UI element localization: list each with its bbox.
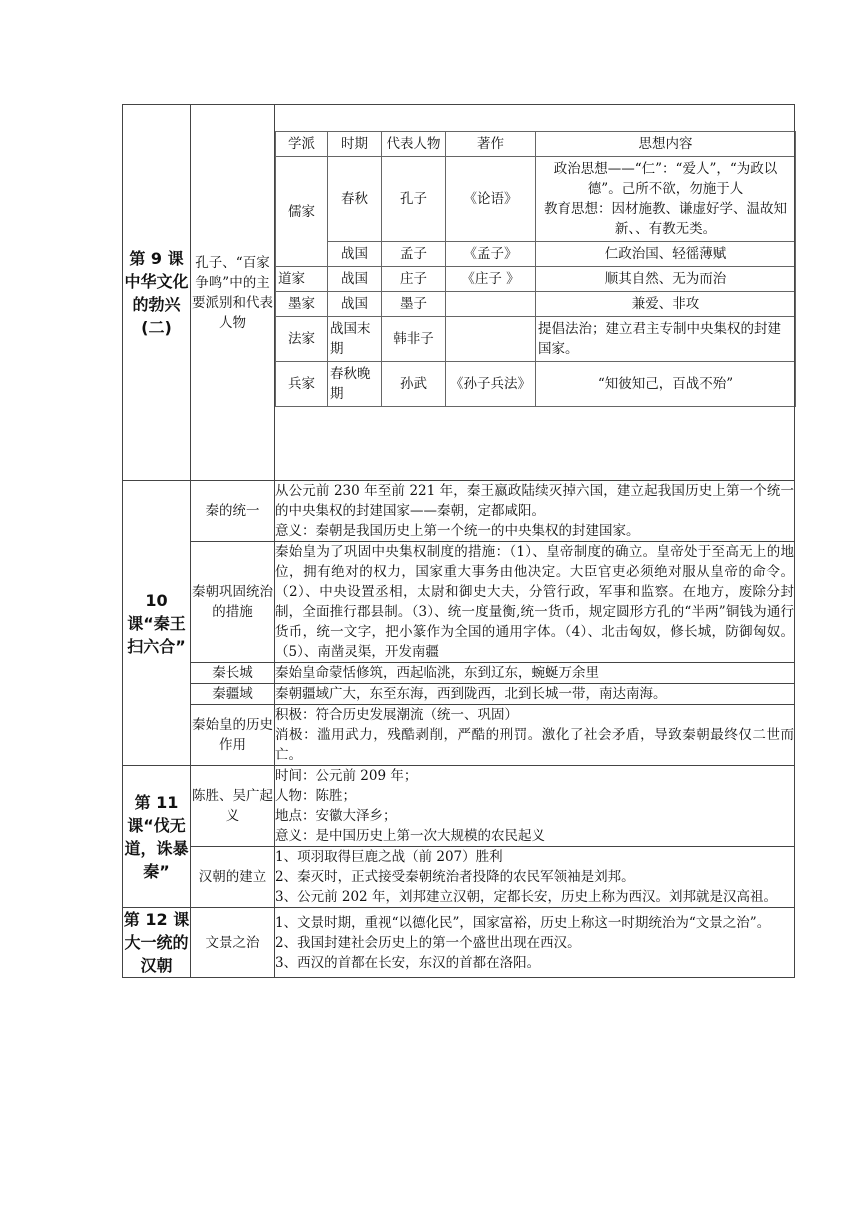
header-school: 学派 xyxy=(276,132,328,157)
schools-table xyxy=(275,131,796,407)
mohist-row xyxy=(276,292,796,317)
confucius-name: 孔子 xyxy=(382,157,446,242)
confucius-work: 《论语》 xyxy=(446,157,536,242)
mencius-ideas: 仁政治国、轻徭薄赋 xyxy=(536,242,796,267)
uprising-topic: 陈胜、吴广起义 xyxy=(191,766,275,847)
mohist-name: 墨子 xyxy=(382,292,446,317)
qin-unification-content xyxy=(275,481,795,542)
qin-unification-text: 从公元前 230 年至前 221 年，秦王嬴政陆续灭掉六国，建立起我国历史上第一个统一的中央集权的封建国家——秦朝，定都咸阳。 xyxy=(275,483,794,519)
wenjing-point-1: 1、文景时期，重视“以德化民”，国家富裕，历史上称这一时期统治为“文景之治”。 xyxy=(275,914,771,931)
qin-territory-row xyxy=(123,684,795,705)
uprising-place: 地点：安徽大泽乡； xyxy=(275,808,397,824)
legalist-school: 法家 xyxy=(276,317,328,362)
confucius-politics: 政治思想——“仁”：“爱人”，“为政以德”。己所不欲，勿施于人 xyxy=(553,161,778,197)
qin-role-topic: 秦始皇的历史作用 xyxy=(191,705,275,766)
qin-unification-row xyxy=(123,481,795,542)
qin-wall-row xyxy=(123,663,795,684)
military-work: 《孙子兵法》 xyxy=(446,362,536,407)
uprising-time: 时间：公元前 209 年； xyxy=(275,768,418,784)
han-founding-row xyxy=(123,847,795,908)
history-summary-table xyxy=(122,104,795,978)
military-ideas: “知彼知己，百战不殆” xyxy=(536,362,796,407)
wenjing-topic: 文景之治 xyxy=(191,908,275,978)
han-point-1: 1、项羽取得巨鹿之战（前 207）胜利 xyxy=(275,849,503,865)
confucius-row xyxy=(276,157,796,242)
wenjing-point-2: 2、我国封建社会历史上的第一个盛世出现在西汉。 xyxy=(275,934,581,951)
lesson11-title: 第 11 课“伐无道，诛暴秦” xyxy=(123,766,191,908)
taoist-school: 道家 xyxy=(276,267,328,292)
legalist-name: 韩非子 xyxy=(382,317,446,362)
header-figure: 代表人物 xyxy=(382,132,446,157)
confucius-education: 教育思想：因材施教、谦虚好学、温故知新、、有教无类。 xyxy=(544,201,787,237)
header-work: 著作 xyxy=(446,132,536,157)
taoist-name: 庄子 xyxy=(382,267,446,292)
han-founding-content xyxy=(275,847,795,908)
qin-unification-significance: 意义：秦朝是我国历史上第一个统一的中央集权的封建国家。 xyxy=(275,523,640,539)
qin-role-content xyxy=(275,705,795,766)
mencius-name: 孟子 xyxy=(382,242,446,267)
confucian-school: 儒家 xyxy=(276,157,328,267)
han-point-3: 3、公元前 202 年，刘邦建立汉朝，定都长安，历史上称为西汉。刘邦就是汉高祖。 xyxy=(275,889,777,905)
legalist-ideas-line1: 提倡法治；建立君主专制中央集权的封建 xyxy=(538,321,781,337)
confucius-period: 春秋 xyxy=(328,157,382,242)
wenjing-content xyxy=(275,908,795,978)
taoist-ideas: 顺其自然、无为而治 xyxy=(536,267,796,292)
lesson12-title: 第 12 课 大一统的汉朝 xyxy=(123,908,191,978)
mohist-work xyxy=(446,292,536,317)
uprising-row xyxy=(123,766,795,847)
header-period: 时期 xyxy=(328,132,382,157)
taoist-period: 战国 xyxy=(328,267,382,292)
legalist-period: 战国末期 xyxy=(328,317,382,362)
uprising-person: 人物：陈胜； xyxy=(275,788,356,804)
military-school: 兵家 xyxy=(276,362,328,407)
qin-role-row xyxy=(123,705,795,766)
qin-territory-content: 秦朝疆域广大，东至东海，西到陇西，北到长城一带，南达南海。 xyxy=(275,684,795,705)
wenjing-point-3: 3、西汉的首都在长安，东汉的首都在洛阳。 xyxy=(275,954,541,971)
qin-wall-topic: 秦长城 xyxy=(191,663,275,684)
taoist-work: 《庄子 》 xyxy=(446,267,536,292)
legalist-work xyxy=(446,317,536,362)
summary-document xyxy=(122,104,794,978)
qin-measures-row xyxy=(123,542,795,663)
lesson9-row xyxy=(123,105,795,481)
legalist-ideas-line2: 国家。 xyxy=(538,341,579,357)
lesson10-title: 10 课“秦王扫六合” xyxy=(123,481,191,766)
mencius-work: 《孟子》 xyxy=(446,242,536,267)
qin-territory-topic: 秦疆域 xyxy=(191,684,275,705)
lesson9-topic: 孔子、“百家争鸣”中的主要派别和代表人物 xyxy=(191,105,275,481)
qin-unification-topic: 秦的统一 xyxy=(191,481,275,542)
military-name: 孙武 xyxy=(382,362,446,407)
uprising-significance: 意义：是中国历史上第一次大规模的农民起义 xyxy=(275,828,545,844)
lesson9-title: 第 9 课中华文化的勃兴(二) xyxy=(123,105,191,481)
uprising-content xyxy=(275,766,795,847)
mohist-period: 战国 xyxy=(328,292,382,317)
schools-cell xyxy=(275,105,795,481)
han-founding-topic: 汉朝的建立 xyxy=(191,847,275,908)
mencius-period: 战国 xyxy=(328,242,382,267)
taoist-row xyxy=(276,267,796,292)
legalist-ideas xyxy=(536,317,796,362)
mohist-ideas: 兼爱、非攻 xyxy=(536,292,796,317)
qin-wall-content: 秦始皇命蒙恬修筑，西起临洮，东到辽东，蜿蜒万余里 xyxy=(275,663,795,684)
mencius-row xyxy=(276,242,796,267)
legalist-row xyxy=(276,317,796,362)
qin-role-positive: 积极：符合历史发展潮流（统一、巩固） xyxy=(275,707,518,723)
schools-header-row xyxy=(276,132,796,157)
qin-measures-content: 秦始皇为了巩固中央集权制度的措施：（1）、皇帝制度的确立。皇帝处于至高无上的地位，拥有绝对的权力，国家重大事务由他决定。大臣官吏必须绝对服从皇帝的命令。（2）、中央设置丞相，太尉和御史大夫，分管行政，军事和监察。在地方，废除分封制，全面推行郡县制。（3）、统一度量衡,统一货币，规定圆形方孔的“半两”铜钱为通行货币，统一文字，把小篆作为全国的通用字体。（4）、北击匈奴，修长城，防御匈奴。（5）、南凿灵渠，开发南疆 xyxy=(275,542,795,663)
military-row xyxy=(276,362,796,407)
han-point-2: 2、秦灭时，正式接受秦朝统治者投降的农民军领袖是刘邦。 xyxy=(275,869,635,885)
qin-measures-topic: 秦朝巩固统治的措施 xyxy=(191,542,275,663)
mohist-school: 墨家 xyxy=(276,292,328,317)
confucius-ideas xyxy=(536,157,796,242)
wenjing-row xyxy=(123,908,795,978)
military-period: 春秋晚期 xyxy=(328,362,382,407)
header-ideas: 思想内容 xyxy=(536,132,796,157)
qin-role-negative: 消极：滥用武力，残酷剥削，严酷的刑罚。激化了社会矛盾，导致秦朝最终仅二世而亡。 xyxy=(275,727,794,763)
